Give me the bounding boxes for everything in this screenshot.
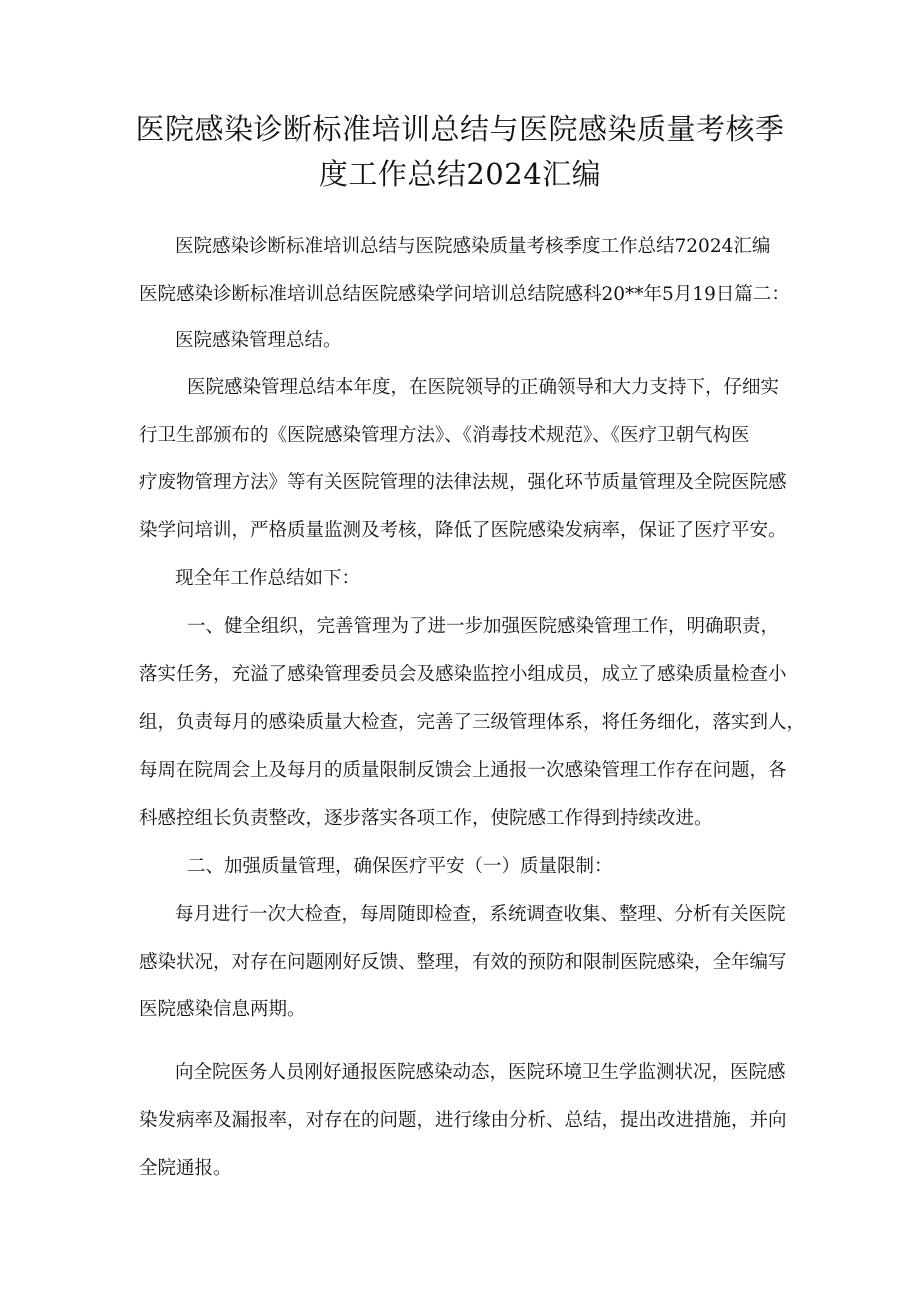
body-line: 二、加强质量管理，确保医疗平安（一）质量限制： — [187, 856, 613, 877]
body-line: 组，负责每月的感染质量大检查，完善了三级管理体系，将任务细化，落实到人， — [139, 712, 806, 733]
body-line: 行卫生部颁布的《医院感染管理方法》、《消毒技术规范》、《医疗卫朝气构医 — [139, 425, 750, 446]
body-line: 医院感染管理总结。 — [175, 330, 342, 351]
body-line: 感染状况，对存在问题刚好反馈、整理，有效的预防和限制医院感染，全年编写 — [139, 952, 787, 973]
body-line: 现全年工作总结如下： — [175, 568, 361, 589]
body-line: 疗废物管理方法》等有关医院管理的法律法规，强化环节质量管理及全院医院感 — [139, 472, 787, 493]
body-line: 医院感染信息两期。 — [139, 999, 306, 1020]
document-title-line-2: 度工作总结2024汇编 — [318, 157, 602, 191]
body-line: 染学问培训，严格质量监测及考核，降低了医院感染发病率，保证了医疗平安。 — [139, 520, 787, 541]
body-line: 科感控组长负责整改，逐步落实各项工作，使院感工作得到持续改进。 — [139, 808, 713, 829]
body-line: 医院感染诊断标准培训总结与医院感染质量考核季度工作总结72024汇编 — [175, 236, 771, 257]
body-line: 落实任务，充溢了感染管理委员会及感染监控小组成员，成立了感染质量检查小 — [139, 664, 787, 685]
document-title-line-1: 医院感染诊断标准培训总结与医院感染质量考核季 — [135, 112, 785, 146]
body-line: 每月进行一次大检查，每周随即检查，系统调查收集、整理、分析有关医院 — [175, 904, 786, 925]
body-line: 染发病率及漏报率，对存在的问题，进行缘由分析、总结，提出改进措施，并向 — [139, 1110, 787, 1131]
body-line: 全院通报。 — [139, 1158, 232, 1179]
body-line: 一、健全组织，完善管理为了进一步加强医院感染管理工作，明确职责， — [187, 616, 780, 637]
body-line: 医院感染诊断标准培训总结医院感染学问培训总结院感科20**年5月19日篇二： — [139, 284, 790, 305]
body-line: 向全院医务人员刚好通报医院感染动态，医院环境卫生学监测状况，医院感 — [175, 1062, 786, 1083]
body-line: 每周在院周会上及每月的质量限制反馈会上通报一次感染管理工作存在问题，各 — [139, 760, 787, 781]
body-line: 医院感染管理总结本年度，在医院领导的正确领导和大力支持下，仔细实 — [187, 377, 780, 398]
